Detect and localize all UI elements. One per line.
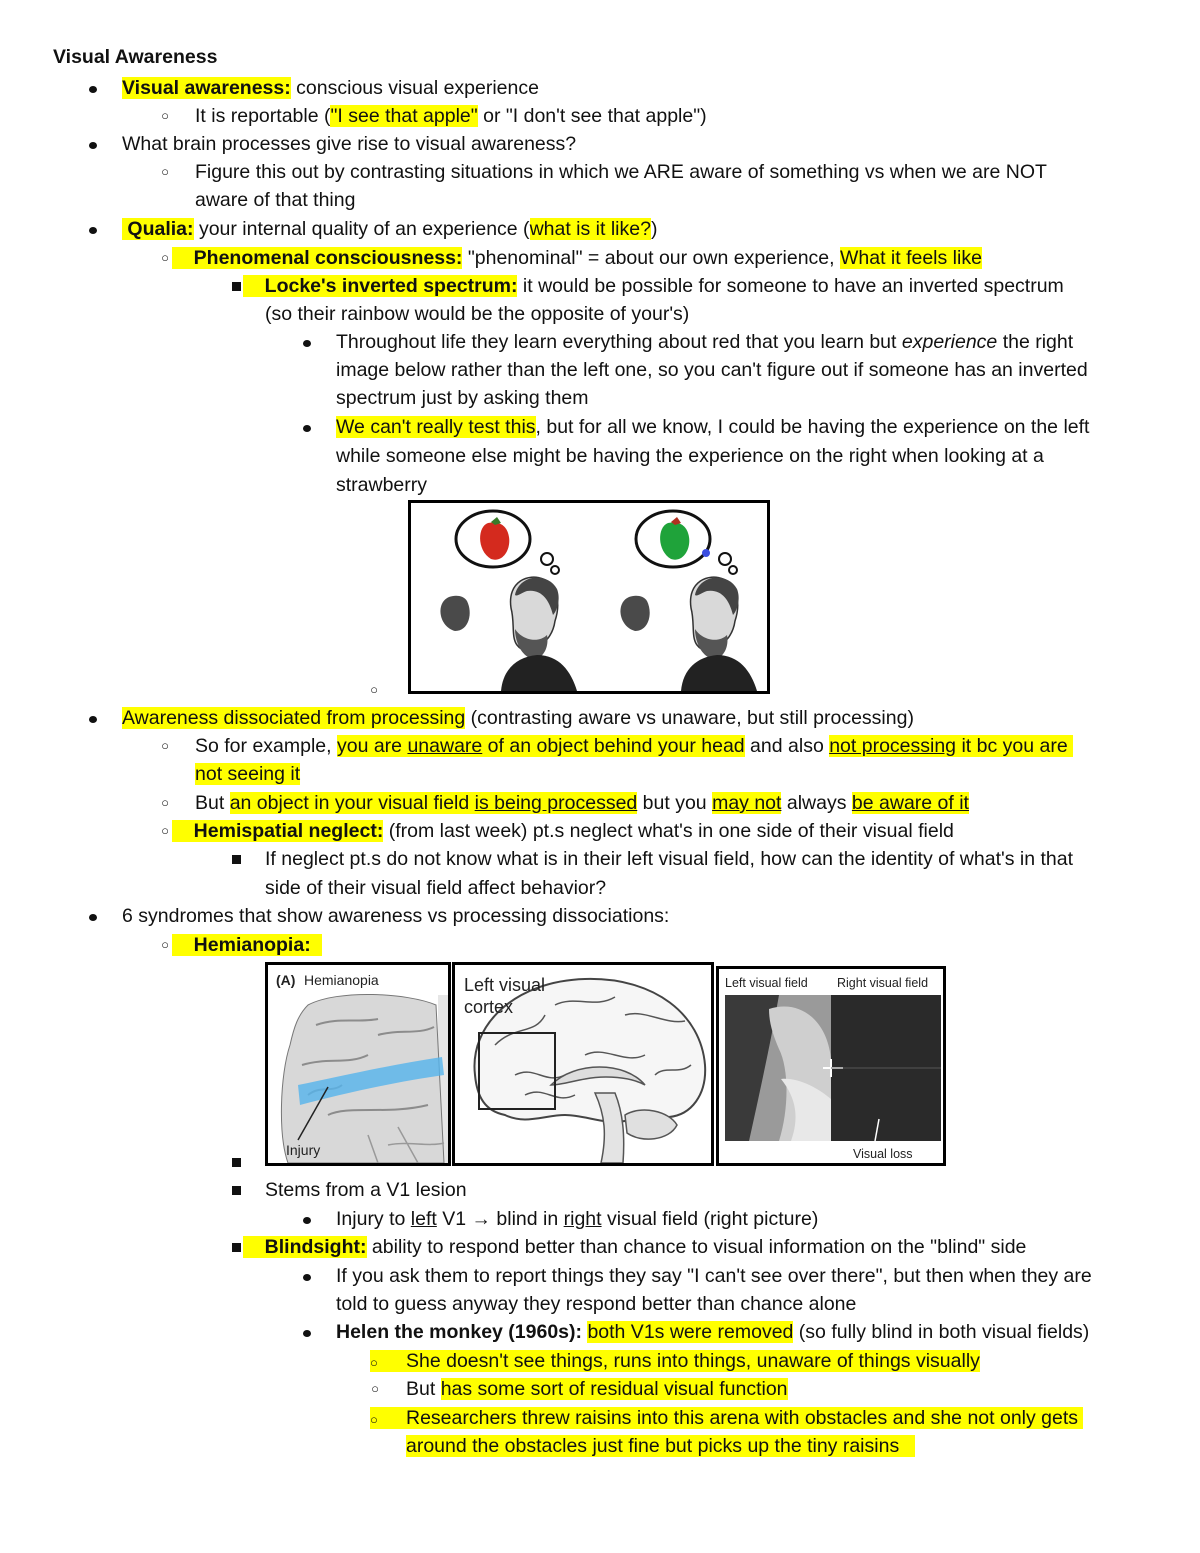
bullet-dot (302, 328, 312, 356)
figure-title-hemianopia: Hemianopia (304, 972, 379, 988)
visual-loss-caption: Visual loss (853, 1147, 913, 1161)
bullet-dot (88, 74, 98, 102)
man-portrait-right (681, 577, 757, 691)
visual-field-figure (716, 966, 946, 1166)
brain-sagittal-figure (452, 962, 714, 1166)
bullet-dot (88, 130, 98, 158)
line-dissociated: Awareness dissociated from processing (contrasting aware vs unaware, but still processing) (122, 707, 914, 729)
line-helen: Helen the monkey (1960s): both V1s were removed (so fully blind in both visual fields) (336, 1321, 1090, 1343)
bullet-ring: ○ (161, 823, 169, 838)
injury-caption: Injury (286, 1142, 321, 1158)
inverted-spectrum-illustration (411, 503, 767, 691)
bullet-ring: ○ (370, 682, 378, 697)
line-locke: Locke's inverted spectrum: it would be possible for someone to have an inverted spectrum (243, 272, 1064, 300)
page-title: Visual Awareness (53, 46, 218, 68)
bullet-ring: ○ (371, 1381, 379, 1396)
line-reportable: It is reportable ("I see that apple" or "I don't see that apple") (195, 105, 707, 127)
bullet-dot (302, 1262, 312, 1290)
line-for-example: So for example, you are unaware of an object behind your head and also not processing it bc you are (195, 732, 1073, 760)
line-throughout-life-3: spectrum just by asking them (336, 387, 589, 409)
line-cant-test-3: strawberry (336, 474, 428, 496)
bullet-square (231, 1233, 241, 1261)
line-six-syndromes: 6 syndromes that show awareness vs processing dissociations: (122, 905, 670, 927)
bullet-dot (302, 1318, 312, 1346)
line-raisins: ○ Researchers threw raisins into this arena with obstacles and she not only gets (370, 1404, 1083, 1434)
line-ask-report-2: told to guess anyway they respond better than chance alone (336, 1293, 857, 1315)
line-throughout-life-2: image below rather than the left one, so you can't figure out if someone has an inverted (336, 359, 1088, 381)
left-visual-field-label: Left visual field (725, 976, 808, 990)
brain-label-line1: Left visual (464, 975, 546, 995)
bullet-square (231, 1176, 241, 1204)
line-phenomenal: Phenomenal consciousness: "phenominal" = about our own experience, What it feels like (172, 244, 982, 272)
bullet-dot (88, 215, 98, 243)
bullet-dot (302, 413, 312, 441)
line-qualia: Qualia: your internal quality of an experience (what is it like?) (122, 215, 657, 243)
line-for-example-2: not seeing it (195, 763, 301, 785)
line-residual: But has some sort of residual visual function (406, 1378, 788, 1400)
bullet-dot (302, 1205, 312, 1233)
bullet-ring: ○ (161, 937, 169, 952)
line-locke-cont: (so their rainbow would be the opposite of your's) (265, 303, 690, 325)
line-doesnt-see: ○ She doesn't see things, runs into things, unaware of things visually (370, 1350, 980, 1372)
line-brain-processes: What brain processes give rise to visual awareness? (122, 133, 577, 155)
bullet-ring: ○ (161, 250, 169, 265)
bullet-ring: ○ (161, 738, 169, 753)
strawberry-grey-icon (440, 596, 469, 631)
line-but-object: But an object in your visual field is being processed but you may not always be aware of it (195, 792, 969, 814)
line-neglect-question-2: side of their visual field affect behavior? (265, 877, 607, 899)
line-neglect-question: If neglect pt.s do not know what is in their left visual field, how can the identity of what's in that (265, 848, 1073, 870)
line-injury-left-v1: Injury to left V1 → blind in right visual field (right picture) (336, 1208, 819, 1230)
line-v1-lesion: Stems from a V1 lesion (265, 1179, 467, 1201)
line-visual-awareness: Visual awareness: conscious visual experience (122, 77, 539, 99)
line-throughout-life: Throughout life they learn everything about red that you learn but experience the right (336, 331, 1074, 353)
line-ask-report: If you ask them to report things they say "I can't see over there", but then when they are (336, 1265, 1092, 1287)
strawberry-grey-icon (620, 596, 649, 631)
line-cant-test-2: while someone else might be having the experience on the right when looking at a (336, 445, 1044, 467)
bullet-square (231, 845, 241, 873)
line-figure-out: Figure this out by contrasting situations in which we ARE aware of something vs when we are NOT (195, 161, 1047, 183)
right-visual-field-label: Right visual field (837, 976, 929, 990)
line-raisins-2: around the obstacles just fine but picks up the tiny raisins (406, 1432, 915, 1460)
line-hemianopia: Hemianopia: (172, 931, 322, 959)
line-hemispatial: Hemispatial neglect: (from last week) pt.s neglect what's in one side of their visual field (172, 817, 954, 845)
brain-label-line2: cortex (464, 997, 514, 1017)
inverted-spectrum-figure (408, 500, 770, 694)
hemianopia-figure-a (265, 962, 451, 1166)
bullet-square (231, 1148, 241, 1176)
bullet-ring: ○ (161, 795, 169, 810)
man-portrait-left (501, 577, 577, 691)
line-figure-out-cont: aware of that thing (195, 189, 356, 211)
bullet-square (231, 272, 241, 300)
bullet-dot (88, 902, 98, 930)
bullet-dot (88, 704, 98, 732)
bullet-ring: ○ (161, 108, 169, 123)
figure-label-a: (A) (276, 972, 296, 988)
line-blindsight: Blindsight: ability to respond better than chance to visual information on the "blind" side (243, 1233, 1026, 1261)
bullet-ring: ○ (161, 164, 169, 179)
line-cant-test: We can't really test this, but for all we know, I could be having the experience on the left (336, 416, 1090, 438)
